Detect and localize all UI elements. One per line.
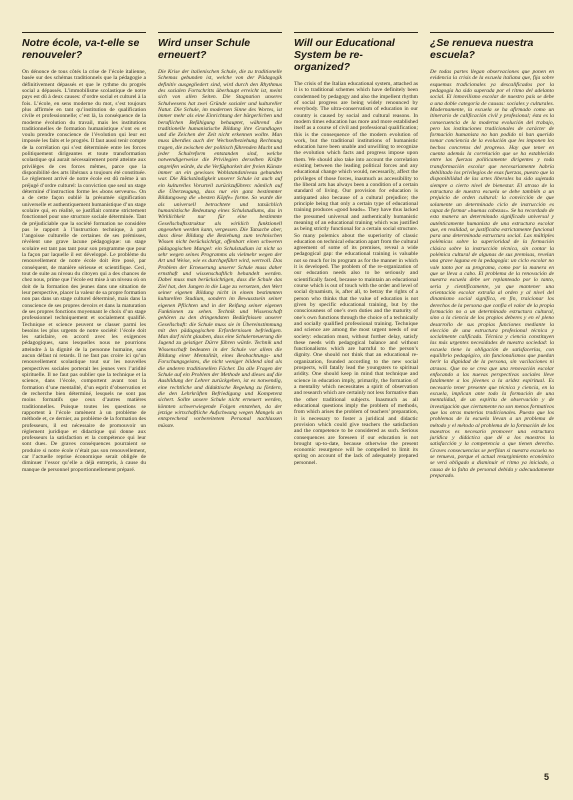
article-body: De todas partes llegan observaciones que ponen en evidencia la crisis de la escuela italiana que, fija sobre esquemas tradicionales ya descalificados por la pedagogía ha sido superada por el ritmo del adelanto social. El inmovilismo escolar de nuestro país se debe a una doble categoría de causas: sociales y culturales. Modernamente, la escuela se ha afirmado como un itinerario de calificación civil y profesional; ésta es la consecuencia de la moderna evolución del trabajo, pero las instituciones tradicionales de carácter de formación humanista no han podido ni han querido tomar conciencia de la evolución que les imponen los hechos concretos del progreso. Hay que tener en cuenta además la correlación que se ha establecido entre las fuerzas políticamente dirigentes y toda transformación escolar que necesariamente habría debilitado los privilegios de esas fuerzas, puesto que la disponibilidad de las artes liberales ha sido sujetada siempre a cierto nivel de bienestar. El atraso de la estructura de nuestra escuela se debe también a un prejuicio de orden cultural: la convicción de que solamente un determinado ciclo de instrucción es capaz de formar «buenas cabezas». Se ha recordado de esta manera un determinado significado universal y auténticamente humanista de una estructura escolar que, en realidad, se justificaba estrictamente funcional para una determinada estructura social. Las múltiples polémicas sobre la superioridad de la formación clásica sobre la instrucción técnica, sin contar la polémica cultural de algunas de sus premisas, revelan una grave laguna en la pedagogía: un ciclo escolar no vale tanto por su programa, como por la manera en que se lleva a cabo. El problema de la renovación de nuestra escuela debe ser replanteado por lo tanto, seria y científicamente, ya que mantener una orientación escolar extraña al orden y al nivel del dinamismo social significa, en fin, traicionar los derechos de la persona que confía el valor de la propia formación no a un determinado estructura cultural, sino a la ciencia de los propios deberes y en el pleno desarrollo de sus propias funciones mediante la elección de una estructura profesional técnica y socialmente calificada. Técnica y ciencia constituyen las más urgentes necesidades de nuestra sociedad: la escuela tiene la obligación de satisfacerlas, con equilibrio pedagógico, sin funcionalismos que puedan herir la dignidad de la persona, sin vacilaciones ni atrasos. Que no se crea que una renovación escolar enfocando a las nuevas perspectivas sociales lleve fatalmente a los jóvenes a la aridez espiritual. Es necesario tener presente que técnica y ciencia, en la escuela, implican ante todo la formación de una mentalidad, de un espíritu de observación y de investigación que ciertamente no son menos formativos que las otras materias tradicionales. Puesto que los problemas de la escuela llevan a un problema de método y el método al problema de la formación de los maestros es necesario promover una estructura jurídica y didáctica que dé a los maestros la satisfacción y la competencia a que tienen derecho. Graves consecuencias se perfilan si nuestra escuela no se renueva, porque el actual resurgimiento económico se verá obligado a disminuir el ritmo ya iniciado, a causa de la falta de personal debida y adecuadamente preparado. — [430, 69, 554, 479]
article-title: Notre école, va-t-elle se renouveler? — [22, 37, 140, 61]
article-title: Wird unser Schule erneuert? — [158, 37, 251, 61]
column-top-rule — [294, 32, 418, 33]
article-column-german — [158, 32, 282, 429]
column-top-rule — [158, 32, 282, 33]
article-title: Will our Educational System be re-organized? — [294, 37, 395, 73]
article-body: Die Krise der italienischen Schule, die zu traditionelle Schemas gebunden ist, welche von der Pädagogik definitiv ausgegliedert sind, wird durch den Rhythmus des sozialen Fortschritts überhaupt erreicht ist, meint sich von allen Seiten. Die Stagnation unseres Schulwesens hat zwei Gründe sozialer und kultureller Natur. Die Schule, im modernen Sinne des Wortes, ist immer mehr als eine Einrichtung der bürgerlichen und beruflichen Befähigung behauptet, während die traditionelle humanistische Bildung ihre Grundlagen und die Zeichen der Zeit nicht erkennen wollte. Man muss überdies auch der Wechselbeziehung Rechnung tragen, die zwischen der politisch führenden Macht und jeder Schulreform entstanden sind, welche notwendigerweise die Privilegien derselben Kräfte angreifen würde, da die Verfügbarkeit der freien Künste immer an ein gewisses Wohlstandsniveau gebunden war. Die Rückständigkeit unserer Schule ist auch auf ein kulturelles Vorurteil zurückzuführen: nämlich auf die Überzeugung, dass nur ein ganz bestimmter Bildungsweg die «besten Köpfe» forme. So wurde die als universell betrachtete und tatsächlich humanistische Bedeutung eines Schulstudiums, das in Wirklichkeit nur für eine bestimmte Gesellschaftsstruktur als wirklich funktionell angesehen werden kann, vergessen. Die Tatsache aber, dass diese Bildung die Beziehung zum technischen Wissen nicht berücksichtigt, offenbart einen schweren pädagogischen Mangel: ein Schulstudium ist nicht so sehr wegen seines Programms als vielmehr wegen der Art und Weise, wie es durchgeführt wird, wertvoll. Das Problem der Erneuerung unserer Schule muss daher ernsthaft und wissenschaftlich behandelt werden. Dabei muss man berücksichtigen, dass die Schule das Ziel hat, den Jungen in die Lage zu versetzen, den Wert seiner eigenen Bildung nicht in einem bestimmten kulturellen Studium, sondern im Bewusstsein seiner eigenen Pflichten und in der Reifung seiner eigenen Funktionen zu sehen. Technik und Wissenschaft gehören zu den dringendsten Bedürfnissen unserer Gesellschaft: die Schule muss sie in Übereinstimmung mit den pädagogischen Erfordernissen befriedigen. Man darf nicht glauben, dass eine Schulerneuerung die Jugend zu geistiger Dürre führen würde. Technik und Wissenschaft bedeuten in der Schule vor allem die Bildung einer Mentalität, eines Beobachtungs- und Forschungsgeistes, die nicht weniger bildend sind als die anderen traditionellen Fächer. Da alle Fragen der Schule auf ein Problem der Methode und dieses auf die Ausbildung der Lehrer zurückgehen, ist es notwendig, eine rechtliche und didaktische Regelung zu fördern, die den Lehrkräften Befriedigung und Kompetenz sichert. Sollte unsere Schule nicht erneuert werden, könnten schwerwiegende Folgen entstehen, da der jetzige wirtschaftliche Aufschwung wegen Mangels an entsprechend vorbereitetem Personal nachlassen müsste. — [158, 69, 282, 429]
article-body: On dénonce de tous côtés la crise de l’école italienne, basée sur des schémas traditionnels que la pédagogie a définitivement dépassés et que le rythme du progrès social a dépassés. L’immobilisme scolastique de notre pays est dû à deux causes: d’ordre social et culturel à la fois. L’école, en sens moderne du mot, s’est toujours plus affirmée en tant qu’institution de qualification civile et professionnelle; c’est là, la conséquence de la moderne évolution du travail, mais les institutions traditionnelles de formation humanistique s’ont eu et voulu prendre conscience de l’évolution qui leur est imposée les faits et le progrès. Il faut aussi tenir compte de la corrélation qui s’est déterminée entre les forces politiquement dirigeantes et toute transformation scolastique qui aurait nécessairement porté atteinte aux privilèges de ces forces mêmes, parce que la disponibilité des arts libéraux a toujours été constituée. Le règlement arrivé de notre école est dû même à un préjugé d’ordre culturel: la conviction que seul un stage déterminé d’instruction forme les «bons serveurs». On a de cette façon oublié la présumée signification universelle et authentiquement humanistique d’un stage scolaire qui, en réalité, se justifiait comme strictement fonctionnel pour une structure sociale déterminée. Tant de préjudiciable que la société formation ne considère pas le rapport à l’instruction technique, à part l’angoisse culturelle de certaines de ses prémisses, révèlent une grave lacune pédagogique: un stage scolaire est tant pas tant pour son programme que pour la façon par laquelle il est développé. Le problème du renouvellement de notre école doit être posé, par conséquent, de manière sérieuse et scientifique. Ceci, tout de suite au niveau du citoyen qui a des chances de chez nous, prime que l’école est mise à un niveau où on doit de la formation des jeunes dans une situation de leur perspective, placer la valeur de sa propre formation non pas dans un stage culturel déterminé, mais dans la conscience de ses propres devoirs et dans la maturation de ses propres fonctions moyennant le choix d’un stage professionnel techniquement et socialement qualifié. Technique et science peuvent se classer parmi les besoins les plus urgents de notre société: l’école doit les satisfaire, en accord avec les exigences pédagogiques, sans lesquelles nous ne pourrions atteindre à la dignité de la personne humaine, sans aucun défaut ni retards. Il ne faut pas croire ici qu’un renouvellement scolastique tout sur les nouvelles perspectives sociales porterait les jeunes vers l’aridité spirituelle. Il ne faut pas oublier que la technique et la science, dans l’école, comportent avant tout la formation d’une mentalité, d’un esprit d’observation et de recherche bien déterminé, lesquels ne sont pas moins formatifs que ceux d’autres matières traditionnelles. Puisque toutes les questions se rapportent à l’école ramènent à un problème de méthode et, ce dernier, au problème de la formation des professeurs, il est nécessaire de promouvoir un règlement juridique et didactique qui donne aux professeurs la satisfaction et la compétence qui leur sont dues. De graves conséquences pourraient se produire si notre école n’était pas son renouvellement, car l’actuelle reprise économique serait obligée de diminuer l’essor qu’elle a déjà entrepris, à cause du manque de personnel proportionnellement préparé. — [22, 69, 146, 473]
article-column-english — [294, 32, 418, 466]
column-top-rule — [22, 32, 146, 33]
column-top-rule — [430, 32, 554, 33]
article-column-french — [22, 32, 146, 473]
page-number: 5 — [543, 772, 549, 782]
article-title: ¿Se renueva nuestra escuela? — [430, 37, 534, 61]
article-body: The crisis of the Italian educational system, attached as it is to traditional schemes which have definitely been condemned by pedagogy and also the impellent rhythm of social progress are being widely renounced by everybody. The ultra-conservatism of education in our country is caused by social and cultural reasons. In modern times education has more and more established itself as a course of civil and professional qualification; this is the consequence of the modern evolution of work, but the traditional institutions of humanistic education have been unable and unwilling to recognize the evolution which facts and progress impose upon them. We should also take into account the correlation existing between the leading political forces and any educational change which would, necessarily, affect the privileges of those forces, inasmuch as accessibility to the liberal arts has always been a condition of a certain standard of living. Our provision for education is antiquated also because of a cultural prejudice; the principle being that only a certain type of educational training produces «good heads». They have thus lacked the presumed universal and authentically humanistic meaning of an educational training which was justified as being strictly functional for a certain social structure. So many polemics about the superiority of classic education on technical education apart from the cultural agreement of some of its premises, reveal a wide pedagogical gap: the educational training is valuable not so much for its program as for the manner in which it is developed. The problem of the re-organization of our education needs also to be seriously and scientifically faced, because to maintain an educational course which is out of touch with the order and level of social dynamism, is, after all, to betray the rights of a person who thinks that the value of education is not given by specific educational training, but by the consciousness of one’s own duties and the maturity of one’s own functions through the choice of a technically and socially qualified professional training. Technique and science are among the most urgent needs of our society: education must, without further delay, satisfy these needs with pedagogical balance and without functionalisms which are harmful to the person’s dignity. One should not think that an educational re-organization, founded according to the new social prospects, will fatally lead the youngsters to spiritual aridity. One should keep in mind that technique and science in education imply, primarily, the formation of a mentality which necessitates a spirit of observation and research which are certainly not less formative than the other traditional subjects. Inasmuch as all educational questions imply the problem of methods, from which arises the problem of teachers’ preparation, it is necessary to foster a juridical and didactic provision which could give teachers the satisfaction and the competence to be considered as such. Serious consequences are foreseen if our education is not brought up-to-date, because otherwise the present economic resurgence will be compelled to limit its spring on account of the lack of adequately prepared personnel. — [294, 81, 418, 466]
article-column-spanish — [430, 32, 554, 479]
